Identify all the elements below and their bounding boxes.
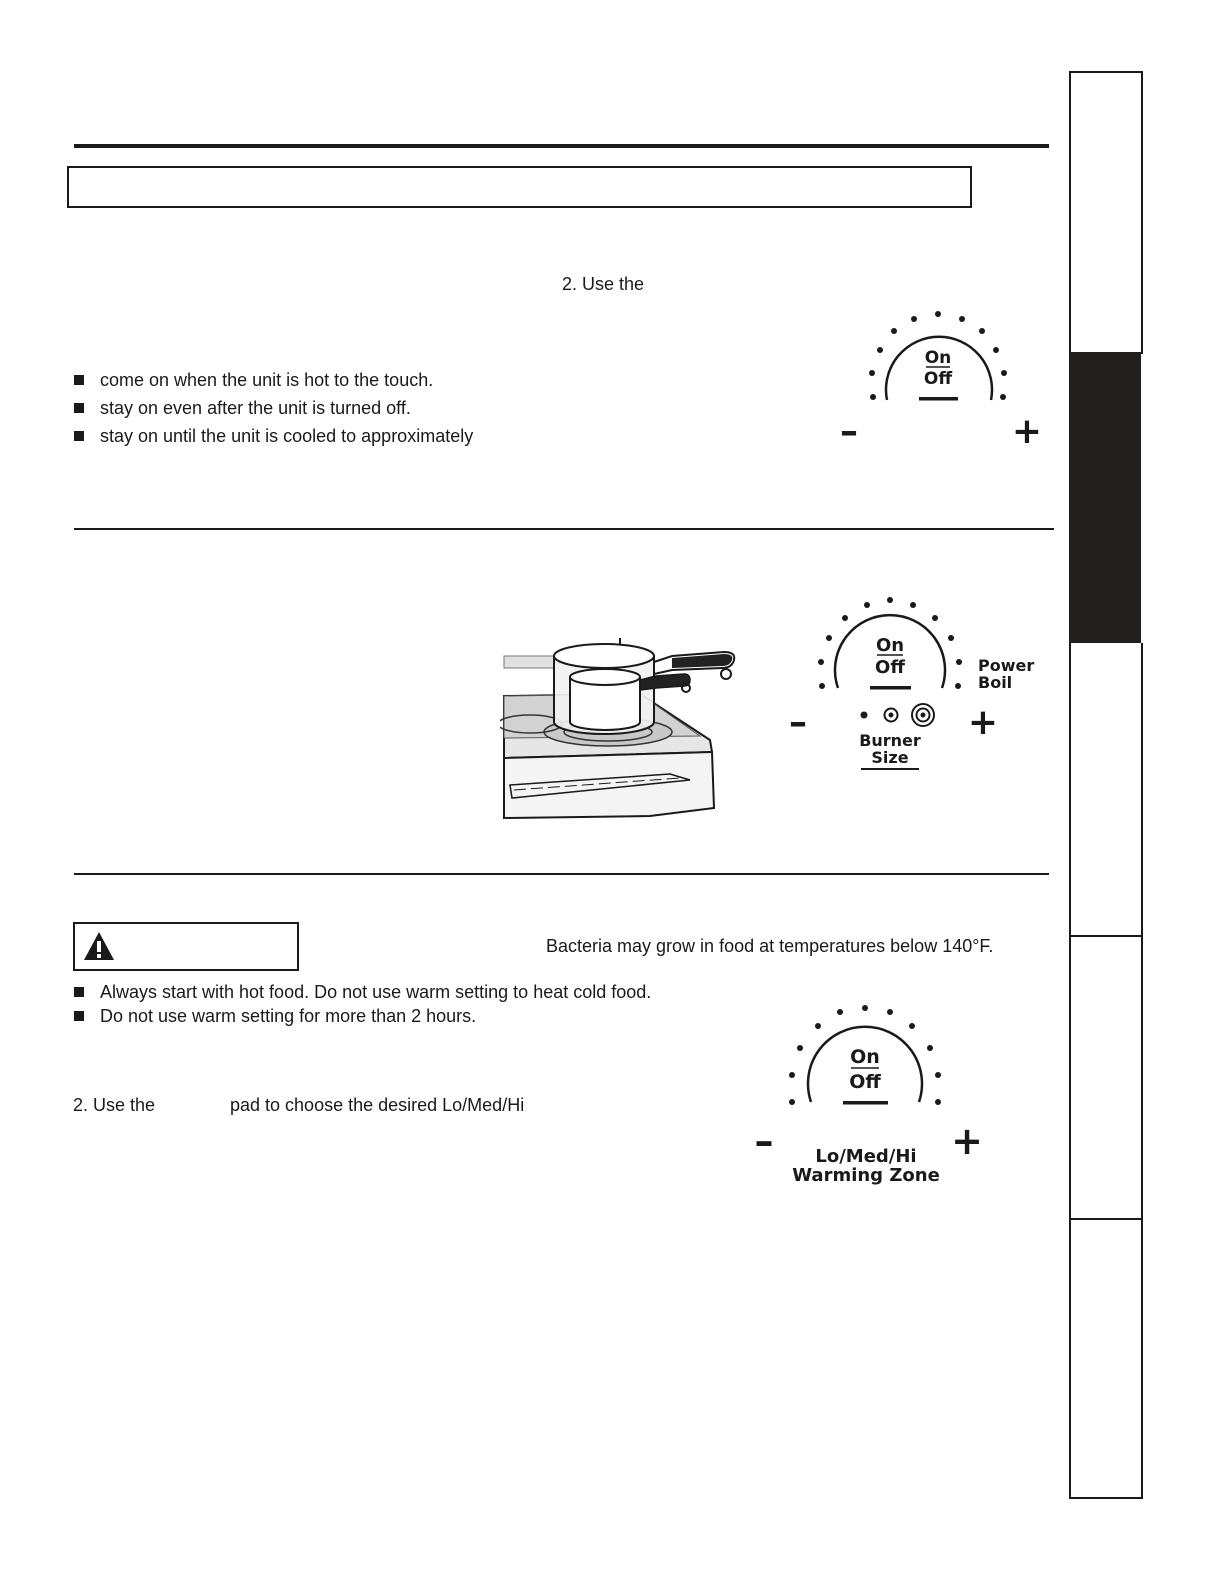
power-boil-label-2[interactable]: Boil <box>978 673 1013 692</box>
warming-zone-label-2[interactable]: Warming Zone <box>792 1165 940 1186</box>
power-boil-label[interactable]: Power <box>978 656 1035 675</box>
dial-1-plus[interactable]: + <box>1011 411 1043 452</box>
list-item <box>74 397 473 425</box>
bullet-text: come on when the unit is hot to the touch. <box>100 370 434 390</box>
dial-3-plus[interactable]: + <box>951 1119 983 1163</box>
bullet-text: stay on until the unit is cooled to approximately <box>100 426 474 446</box>
burner-size-label-2[interactable]: Size <box>871 748 909 767</box>
section-title-box <box>67 166 972 208</box>
caution-box <box>73 922 299 971</box>
side-tab-5[interactable] <box>1069 1218 1143 1499</box>
burner-size-icon <box>861 704 935 726</box>
dial-2-off-label: Off <box>875 657 905 678</box>
dial-3-minus[interactable]: – <box>754 1119 774 1163</box>
dial-2-power-boil-control[interactable] <box>780 588 1040 778</box>
dial-1-minus[interactable]: – <box>840 411 858 452</box>
dial-3-off-label: Off <box>849 1071 881 1093</box>
dial-1-off-label: Off <box>923 369 953 389</box>
warm-bullet-list <box>74 981 651 1029</box>
section-divider-1 <box>74 528 1054 530</box>
list-item <box>74 369 473 397</box>
warning-triangle-icon <box>83 931 115 961</box>
side-tab-1[interactable] <box>1069 71 1143 354</box>
step-2-warm-text-a: 2. Use the <box>73 1095 156 1115</box>
bullet-text: Always start with hot food. Do not use warm setting to heat cold food. <box>100 982 652 1002</box>
bullet-text: Do not use warm setting for more than 2 hours. <box>100 1006 477 1026</box>
side-tab-3[interactable] <box>1069 643 1143 935</box>
bullet-list <box>74 369 473 453</box>
dial-3-on-label: On <box>850 1046 880 1068</box>
dial-2-minus[interactable]: – <box>789 702 807 743</box>
bullet-text: stay on even after the unit is turned off. <box>100 398 411 418</box>
list-item <box>74 425 473 453</box>
burner-size-label[interactable]: Burner <box>859 731 921 750</box>
cooktop-pans-illustration <box>500 630 750 825</box>
step-2-text: 2. Use the <box>562 274 645 294</box>
bacteria-warning-text: Bacteria may grow in food at temperatures below 140°F. <box>546 936 994 956</box>
dial-2-on-label: On <box>875 635 905 656</box>
section-divider-2 <box>74 873 1049 875</box>
step-2-warm-text-b: pad to choose the desired Lo/Med/Hi <box>230 1095 525 1115</box>
dial-1-on-label: On <box>924 348 952 368</box>
warming-zone-label[interactable]: Lo/Med/Hi <box>815 1146 917 1167</box>
dial-3-warming-zone-control[interactable] <box>745 998 995 1193</box>
list-item <box>74 981 651 1005</box>
list-item <box>74 1005 651 1029</box>
dial-2-plus[interactable]: + <box>967 702 999 743</box>
header-rule <box>74 144 1049 148</box>
side-tab-4[interactable] <box>1069 935 1143 1220</box>
dial-1-control[interactable] <box>830 300 1050 460</box>
side-tab-2-active[interactable] <box>1069 352 1141 643</box>
